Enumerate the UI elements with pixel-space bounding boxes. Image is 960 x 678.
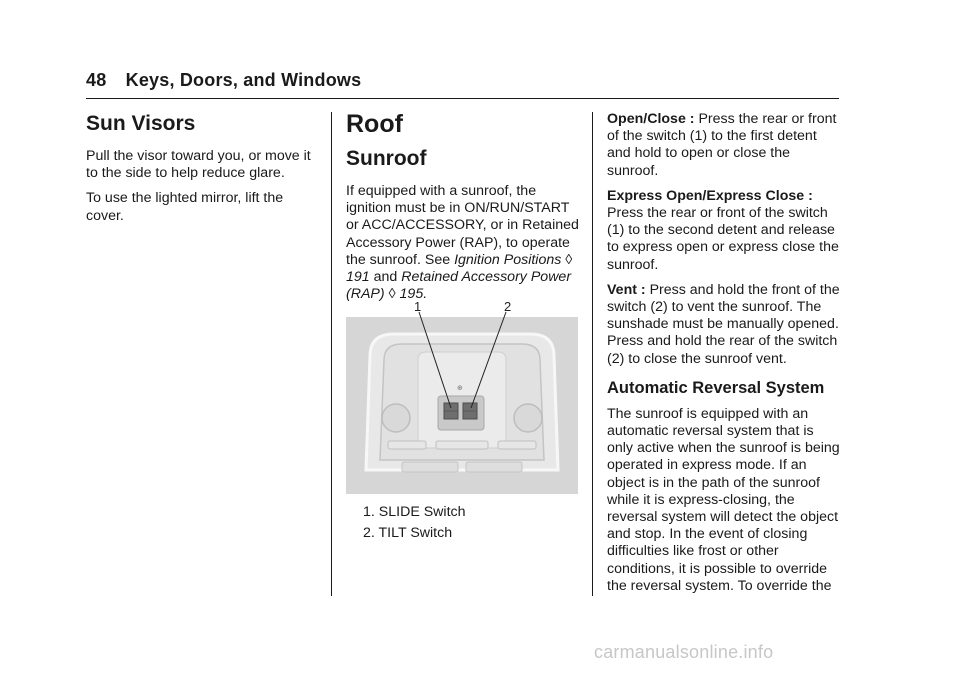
subsection-heading-automatic-reversal: Automatic Reversal System [607,378,825,397]
paragraph: Pull the visor toward you, or move it to the side to help reduce glare. [86,148,311,182]
header-rule [86,98,839,99]
button-strip [436,441,488,449]
switch-symbol: ⊕ [457,384,463,392]
link-retained-accessory-power[interactable]: Retained Accessory Power (RAP) [346,269,572,303]
callout-label-2: 2 [504,300,512,314]
subsection-heading-sunroof: Sunroof [346,147,427,170]
link-page-number[interactable]: 195. [399,286,428,303]
paragraph: To use the lighted mirror, lift the cover. [86,190,284,224]
paragraph [346,183,580,303]
caption-item: 1. SLIDE Switch [363,504,466,520]
column-sun-visors [86,112,318,233]
paragraph-text: If equipped with a sunroof, the ignition must be in ON/RUN/START or ACC/ACCESSORY, or in Retained Accessory Power (RAP), to operate the sunroof. See [346,183,579,268]
right-lamp-button [514,404,542,432]
overhead-console-illustration [346,300,578,494]
callout-label-1: 1 [414,300,422,314]
chapter-title: Keys, Doors, and Windows [125,70,362,90]
link-ignition-positions[interactable]: Ignition Positions [454,251,562,268]
lower-button [402,462,458,472]
paragraph [607,282,841,368]
figure-caption [363,503,466,545]
watermark: carmanualsonline.info [594,642,774,662]
and-text: and [373,269,398,286]
paragraph [607,188,841,274]
page-number: 48 [86,70,107,90]
column-roof [346,110,580,311]
button-strip [388,441,426,449]
page-header [86,70,361,91]
term-express-open-close: Express Open/Express Close : [607,187,813,204]
reference-symbol: ◊ [388,286,396,303]
column-sunroof-operation [607,111,841,603]
paragraph: The sunroof is equipped with an automatic reversal system that is only active when the sunroof is being operated in express mode. If an object is in the path of the sunroof while it is express-closing, the reversal system will detect the object and stop. In the event of closing difficulties like frost or other conditions, it is possible to override the reversal system. To override the [607,405,840,594]
link-page-number[interactable]: 191 [346,269,370,286]
reference-symbol: ◊ [565,251,573,268]
column-divider [331,112,332,596]
paragraph [607,111,841,180]
term-vent: Vent : [607,281,646,298]
paragraph-text: Press and hold the front of the switch (2) to vent the sunroof. The sunshade must be manually opened. Press and hold the rear of the switch (2) to close the sunroof vent. [607,281,840,367]
lower-button [466,462,522,472]
button-strip [498,441,536,449]
column-divider [592,112,593,596]
term-open-close: Open/Close : [607,111,695,127]
paragraph-text: Press the rear or front of the switch (1) to the second detent and release to express open or express close the sunroof. [607,205,839,273]
section-heading-sun-visors: Sun Visors [86,112,196,135]
caption-item: 2. TILT Switch [363,525,453,541]
left-lamp-button [382,404,410,432]
section-heading-roof: Roof [346,110,403,138]
paragraph-text: Press the rear or front of the switch (1) to the first detent and hold to open or close the sunroof. [607,111,837,179]
